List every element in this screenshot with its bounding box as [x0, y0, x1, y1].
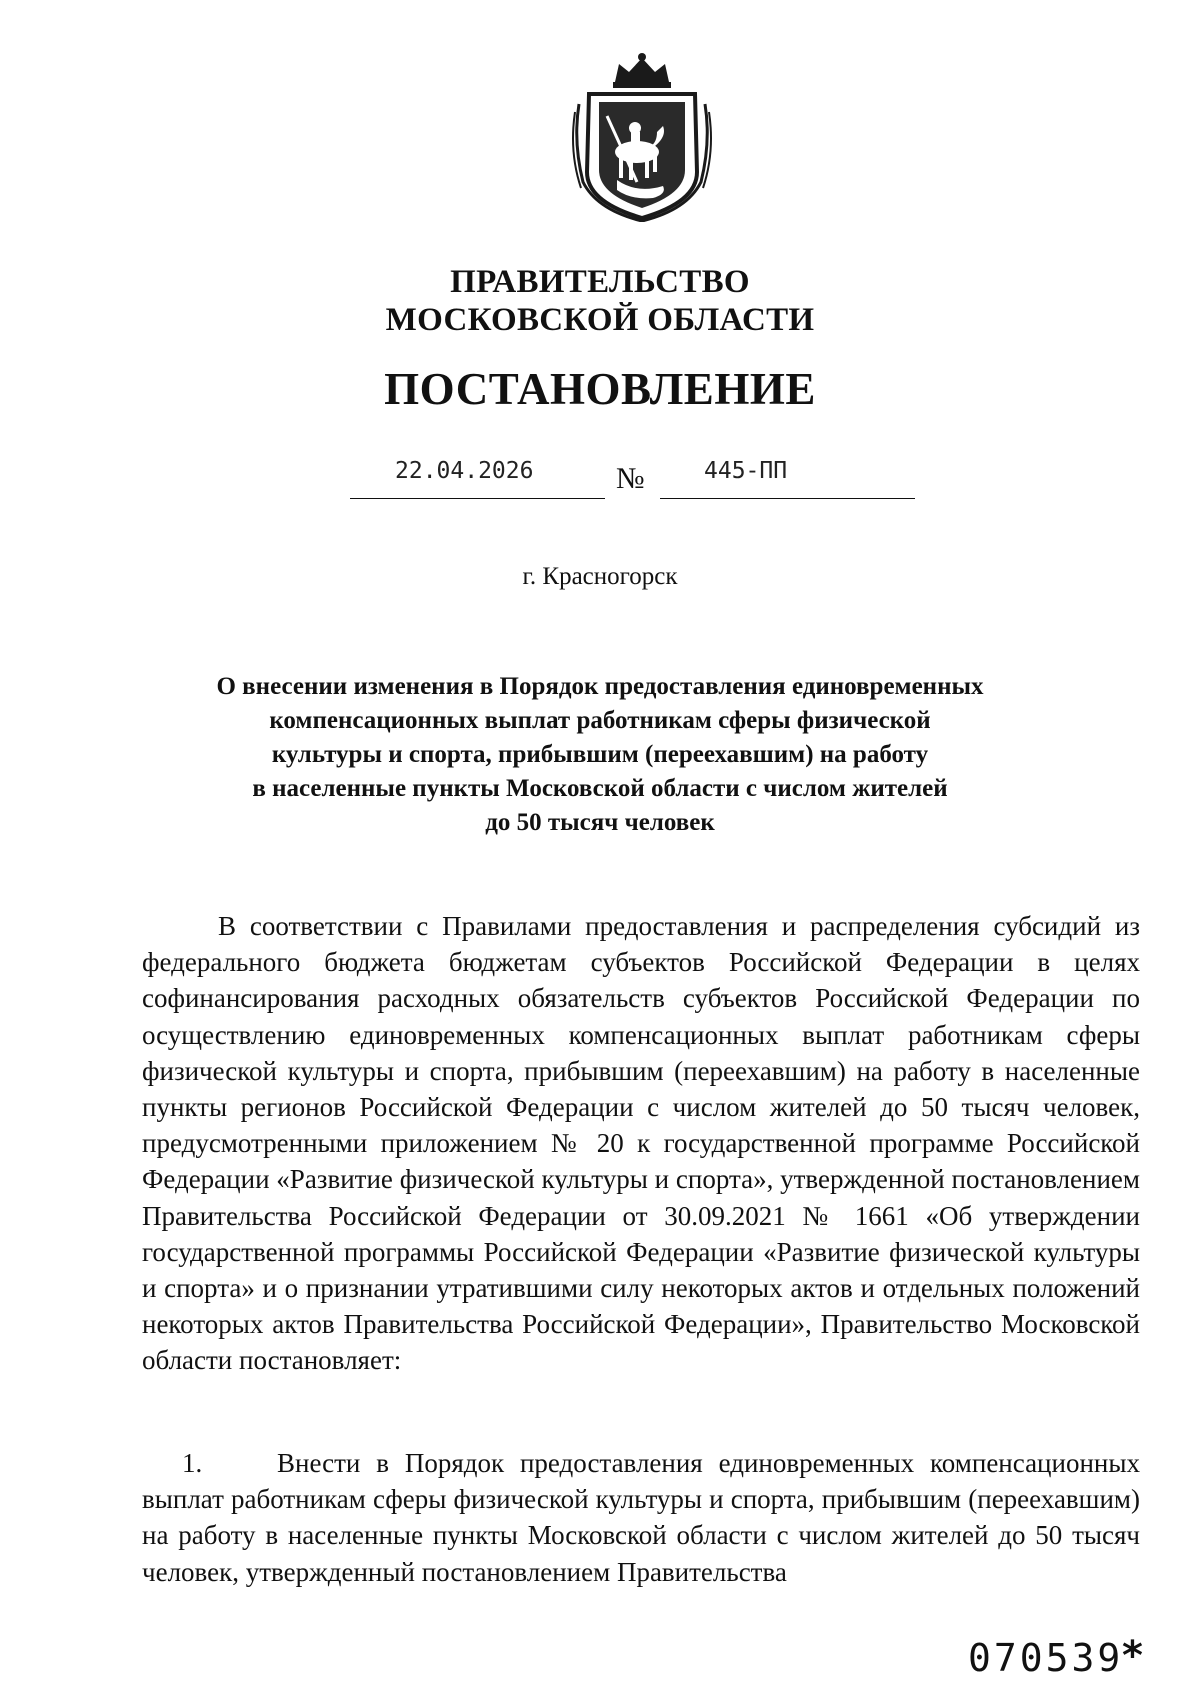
- preamble-paragraph: В соответствии с Правилами предоставления и распределения субсидий из федерального бюджета бюджетам субъектов Российской Федерации в целях софинансирования расходных обязательств субъектов Российской Федерации по осуществлению единовременных компенсационных выплат работникам сферы физической культуры и спорта, прибывшим (переехавшим) на работу в населенные пункты регионов Российской Федерации с числом жителей до 50 тысяч человек, предусмотренными приложением № 20 к государственной программе Российской Федерации «Развитие физической культуры и спорта», утвержденной постановлением Правительства Российской Федерации от 30.09.2021 № 1661 «Об утверждении государственной программы Российской Федерации «Развитие физической культуры и спорта» и о признании утратившими силу некоторых актов и отдельных положений некоторых актов Правительства Российской Федерации», Правительство Московской области постановляет:: [142, 911, 1140, 1376]
- place-of-issue: г. Красногорск: [522, 563, 678, 590]
- asterisk-mark: *: [1122, 1633, 1143, 1679]
- subject-line: компенсационных выплат работникам сферы физической: [269, 707, 931, 734]
- document-type: ПОСТАНОВЛЕНИЕ: [384, 364, 816, 414]
- document-number: 445-ПП: [704, 458, 788, 484]
- number-field: [660, 458, 915, 499]
- subject-line: культуры и спорта, прибывшим (переехавшим) на работу: [271, 741, 929, 768]
- coat-of-arms-icon: [567, 52, 717, 222]
- document-subject: [150, 670, 1050, 840]
- item-1-number: 1.: [182, 1448, 203, 1478]
- item-1-paragraph: [142, 1445, 1140, 1590]
- government-title-line1: ПРАВИТЕЛЬСТВО: [450, 264, 750, 300]
- subject-line: О внесении изменения в Порядок предоставления единовременных: [216, 673, 984, 700]
- subject-line: в населенные пункты Московской области с числом жителей: [252, 775, 948, 802]
- government-title-line2: МОСКОВСКОЙ ОБЛАСТИ: [385, 302, 815, 338]
- document-date: 22.04.2026: [395, 458, 534, 484]
- serial-number: 070539: [968, 1636, 1124, 1680]
- date-field: [350, 458, 605, 499]
- number-sign: №: [616, 462, 645, 495]
- subject-line: до 50 тысяч человек: [485, 809, 715, 836]
- item-1-text: Внести в Порядок предоставления единовременных компенсационных выплат работникам сферы физической культуры и спорта, прибывшим (переехавшим) на работу в населенные пункты Московской области с числом жителей до 50 тысяч человек, утвержденный постановлением Правительства: [142, 1448, 1140, 1587]
